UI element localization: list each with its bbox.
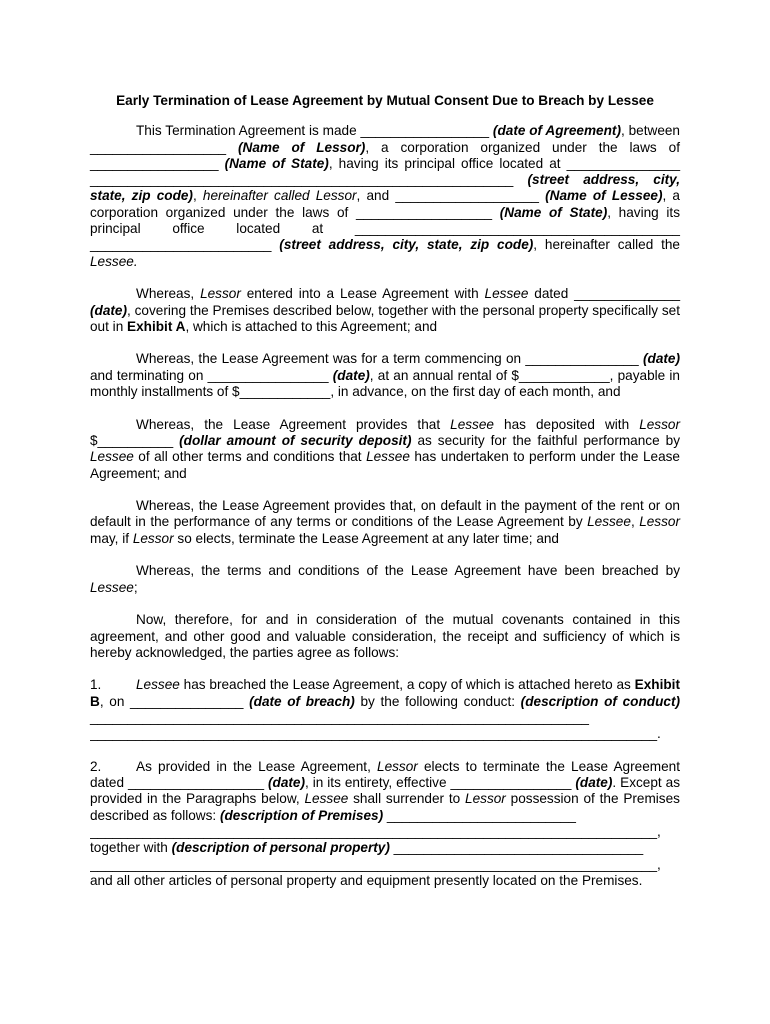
field-date-lease: (date) [268, 775, 306, 791]
text: , between __________________ [90, 123, 680, 155]
section-2-termination [90, 759, 680, 889]
text: , a corporation organized under the laws of _________________ [90, 139, 680, 171]
blank-line: ___________________________________________________________________________, [90, 824, 661, 840]
field-date-of-breach: (date of breach) [249, 693, 355, 709]
field-name-of-lessor: (Name of Lessor) [238, 139, 366, 155]
text: , at an annual rental of $____________, payable in monthly installments of $____________, in advance, on the first day of each month, and [90, 367, 680, 400]
text: , [630, 514, 640, 530]
text: elects to terminate the Lease Agreement dated __________________ [90, 758, 680, 791]
text: , [192, 188, 203, 204]
text-italic: Lessee [304, 791, 349, 807]
paragraph-whereas-deposit [90, 417, 680, 482]
document-title: Early Termination of Lease Agreement by Mutual Consent Due to Breach by Lessee [116, 93, 654, 108]
text-italic: Lessee [587, 514, 631, 530]
paragraph-whereas-term [90, 351, 680, 400]
paragraph-parties [90, 123, 680, 270]
document-page [90, 93, 680, 906]
text: so elects, terminate the Lease Agreement at any later time; and [173, 530, 559, 546]
text: , on _______________ [99, 693, 250, 709]
text: , hereinafter called the [533, 237, 680, 253]
text: by the following conduct: [354, 693, 521, 709]
blank-line: ___________________________________________________________________________, [90, 856, 661, 872]
text-italic: Lessor [200, 286, 241, 302]
text: Whereas, the Lease Agreement was for a term commencing on _______________ [136, 351, 643, 367]
section-number: 2. [90, 758, 102, 774]
section-number: 1. [90, 677, 102, 693]
text: Whereas, [136, 286, 201, 302]
field-date-of-agreement: (date of Agreement) [492, 123, 621, 139]
text: of all other terms and conditions that [133, 449, 367, 465]
field-description-of-premises: (description of Premises) [219, 807, 384, 823]
field-description-of-conduct: (description of conduct) [520, 693, 680, 709]
text-italic: Lessee [366, 449, 410, 465]
field-date: (date) [90, 302, 128, 318]
text: _________________________ [383, 807, 576, 823]
text-italic: Lessee [90, 579, 134, 595]
text-bold: Exhibit A [127, 318, 186, 334]
text-italic: Lessor [377, 758, 418, 774]
field-date-commencing: (date) [642, 351, 680, 367]
text-italic: Lessor [132, 530, 174, 546]
section-1-breach [90, 677, 680, 742]
paragraph-whereas-lease [90, 286, 680, 335]
field-description-of-personal-property: (description of personal property) [171, 840, 390, 856]
text: together with [90, 840, 172, 856]
text: , a corporation organized under the laws of __________________ [90, 188, 680, 220]
text: , which is attached to this Agreement; and [185, 318, 438, 334]
text-bold: Exhibit B [90, 677, 680, 709]
field-name-of-state-lessee: (Name of State) [499, 204, 608, 220]
text: _________________________________ [389, 840, 644, 856]
text-italic: Lessee [450, 416, 494, 432]
text: This Termination Agreement is made _________________ [136, 123, 493, 139]
field-date-terminating: (date) [332, 367, 370, 383]
text: , having its principal office located at ___________________________________________ ________________________ [90, 204, 680, 253]
text: has breached the Lease Agreement, a copy of which is attached hereto as [179, 677, 635, 693]
text: . Except as provided in the Paragraphs below, [90, 775, 681, 807]
text: Whereas, the Lease Agreement provides that, on default in the payment of the rent or on default in the performance of any terms or conditions of the Lease Agreement by [90, 498, 680, 530]
text: , having its principal office located at _______________ ________________________________________________________ [90, 155, 681, 188]
text: and terminating on ________________ [90, 367, 333, 383]
text-italic: Lessee [136, 677, 180, 693]
text: may, if [90, 530, 133, 546]
paragraph-whereas-breached [90, 563, 680, 596]
field-lessor-address: (street address, city, state, zip code) [90, 172, 680, 204]
paragraph-now-therefore [90, 612, 680, 661]
text: , in its entirety, effective ________________ [305, 775, 576, 791]
text: has undertaken to perform under the Lease Agreement; and [90, 449, 680, 481]
text-italic: hereinafter called Lessor [202, 188, 357, 204]
text-italic: Lessee. [90, 253, 138, 269]
text: $__________ [90, 432, 180, 448]
text: __________________________________________________________________ [90, 709, 589, 725]
text: , and ___________________ [356, 188, 546, 204]
text: , covering the Premises described below, together with the personal property specifically set out in [90, 302, 680, 334]
text: possession of the Premises described as follows: [90, 791, 680, 823]
paragraph-whereas-default [90, 498, 680, 547]
text: Now, therefore, for and in consideration of the mutual covenants contained in this agreement, and other good and valuable consideration, the receipt and sufficiency of which is hereby acknowledged, the parties agree as follows: [90, 612, 680, 660]
field-name-of-state: (Name of State) [224, 155, 329, 171]
field-lessee-address: (street address, city, state, zip code) [279, 237, 534, 253]
field-date-effective: (date) [575, 775, 613, 791]
text: ; [133, 579, 138, 595]
text-italic: Lessor [465, 791, 506, 807]
text: As provided in the Lease Agreement, [136, 758, 378, 774]
text: shall surrender to [348, 791, 466, 807]
text: dated ______________ [528, 286, 681, 302]
field-security-deposit: (dollar amount of security deposit) [179, 432, 412, 448]
text: Whereas, the Lease Agreement provides that [136, 416, 451, 432]
text-italic: Lessee [90, 449, 134, 465]
text: has deposited with [493, 416, 640, 432]
text: entered into a Lease Agreement with [240, 286, 485, 302]
text-italic: Lessor [639, 514, 680, 530]
text: Whereas, the terms and conditions of the Lease Agreement have been breached by [136, 563, 680, 579]
text-italic: Lessee [484, 286, 529, 302]
text-italic: Lessor [639, 416, 680, 432]
text: and all other articles of personal property and equipment presently located on the Premises. [90, 872, 643, 888]
text: as security for the faithful performance by [411, 432, 680, 448]
blank-line: ___________________________________________________________________________. [90, 726, 661, 742]
field-name-of-lessee: (Name of Lessee) [545, 188, 663, 204]
